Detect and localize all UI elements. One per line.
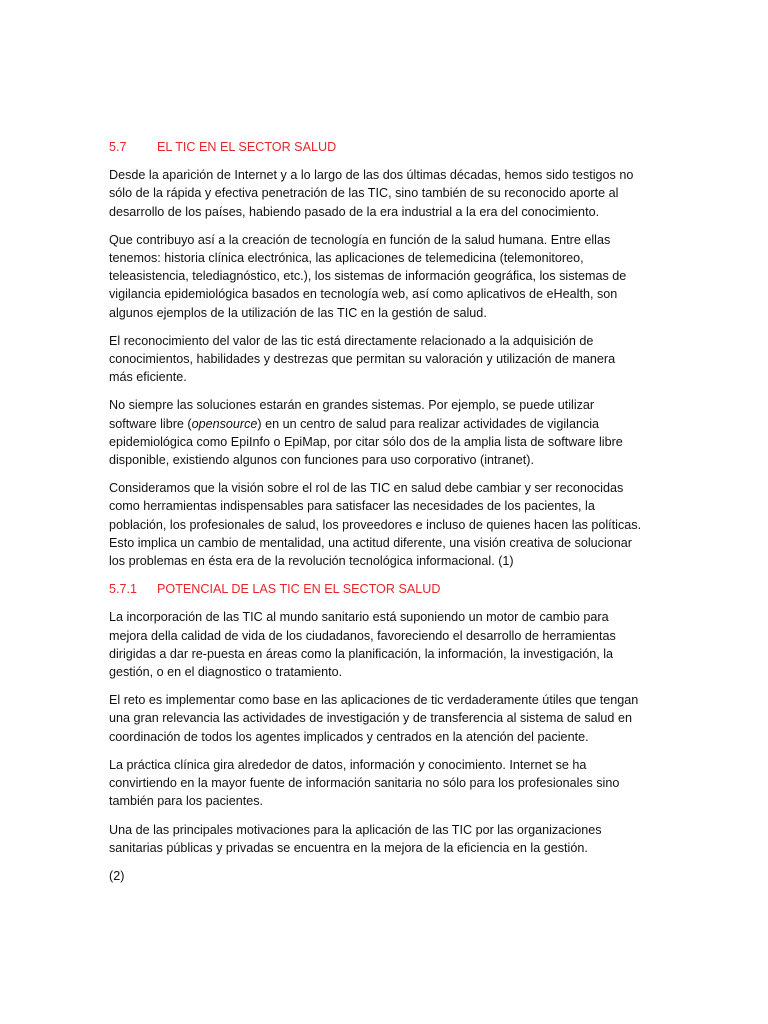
text-line: convirtiendo en la mayor fuente de información sanitaria no sólo para los profesionales sino: [109, 776, 620, 791]
text-line: La práctica clínica gira alrededor de datos, información y conocimiento. Internet se ha: [109, 757, 587, 772]
text-line: El reconocimiento del valor de las tic está directamente relacionado a la adquisición de: [109, 333, 594, 348]
text-line: Desde la aparición de Internet y a lo largo de las dos últimas décadas, hemos sido testigos no: [109, 168, 634, 183]
text-line: El reto es implementar como base en las aplicaciones de tic verdaderamente útiles que tengan: [109, 693, 639, 708]
text-line: una gran relevancia las actividades de investigación y de transferencia al sistema de salud en: [109, 711, 632, 726]
text-line: como herramientas indispensables para satisfacer las necesidades de los pacientes, la: [109, 499, 595, 514]
section-number: 5.7.1: [109, 582, 138, 597]
text-line: La incorporación de las TIC al mundo sanitario está suponiendo un motor de cambio para: [109, 610, 609, 625]
paragraph-3: [109, 332, 661, 387]
text-line: más eficiente.: [109, 370, 187, 385]
document-body: [109, 138, 661, 885]
paragraph-5: [109, 479, 661, 570]
paragraph-4: [109, 396, 661, 469]
text-line: algunos ejemplos de la utilización de las TIC en la gestión de salud.: [109, 305, 487, 320]
text-line: No siempre las soluciones estarán en grandes sistemas. Por ejemplo, se puede utilizar: [109, 398, 595, 413]
text-line: mejora della calidad de vida de los ciudadanos, favoreciendo el desarrollo de herramientas: [109, 628, 616, 643]
text-line: gestión, o en el diagnostico o tratamiento.: [109, 665, 343, 680]
text-line: dirigidas a dar re-puesta en áreas como la planificación, la información, la investigación, la: [109, 646, 614, 661]
section-heading-5-7: [109, 138, 661, 156]
paragraph-6: [109, 608, 661, 681]
text-line: (2): [109, 868, 125, 883]
section-title: POTENCIAL DE LAS TIC EN EL SECTOR SALUD: [157, 582, 441, 597]
text-line: [109, 415, 661, 433]
citation-marker: [109, 867, 661, 885]
text-line: Esto implica un cambio de mentalidad, una actitud diferente, una visión creativa de solucionar: [109, 535, 632, 550]
text-line: población, los profesionales de salud, los proveedores e incluso de quienes hacen las políticas.: [109, 517, 642, 532]
text-line: vigilancia epidemiológica basados en tecnología web, así como aplicativos de eHealth, son: [109, 287, 618, 302]
text-line: los problemas en ésta era de la revolución tecnológica informacional. (1): [109, 554, 514, 569]
text-line: también para los pacientes.: [109, 794, 264, 809]
paragraph-2: [109, 231, 661, 322]
section-heading-5-7-1: [109, 580, 661, 598]
paragraph-7: [109, 691, 661, 746]
text-line: Una de las principales motivaciones para la aplicación de las TIC por las organizaciones: [109, 822, 602, 837]
text-line: Consideramos que la visión sobre el rol de las TIC en salud debe cambiar y ser reconocidas: [109, 481, 624, 496]
text-fragment: software libre (: [109, 416, 192, 431]
text-line: sólo de la rápida y efectiva penetración de las TIC, sino también de su reconocido aporte al: [109, 186, 619, 201]
text-line: epidemiológica como EpiInfo o EpiMap, por citar sólo dos de la amplia lista de software libre: [109, 434, 623, 449]
text-line: conocimientos, habilidades y destrezas que permitan su valoración y utilización de manera: [109, 352, 616, 367]
text-line: tenemos: historia clínica electrónica, las aplicaciones de telemedicina (telemonitoreo,: [109, 251, 584, 266]
text-line: teleasistencia, telediagnóstico, etc.), los sistemas de información geográfica, los sistemas de: [109, 269, 627, 284]
section-title: EL TIC EN EL SECTOR SALUD: [157, 140, 337, 154]
text-line: disponible, existiendo algunos con funciones para uso corporativo (intranet).: [109, 453, 534, 468]
text-line: coordinación de todos los agentes implicados y centrados en la atención del paciente.: [109, 729, 589, 744]
paragraph-1: [109, 166, 661, 221]
paragraph-9: [109, 821, 661, 857]
text-fragment: ) en un centro de salud para realizar actividades de vigilancia: [257, 416, 600, 431]
text-line: sanitarias públicas y privadas se encuentra en la mejora de la eficiencia en la gestión.: [109, 840, 588, 855]
text-line: Que contribuyo así a la creación de tecnología en función de la salud humana. Entre ellas: [109, 232, 611, 247]
paragraph-8: [109, 756, 661, 811]
italic-term: opensource: [191, 416, 258, 431]
text-line: desarrollo de los países, habiendo pasado de la era industrial a la era del conocimiento.: [109, 204, 600, 219]
section-number: 5.7: [109, 140, 127, 154]
